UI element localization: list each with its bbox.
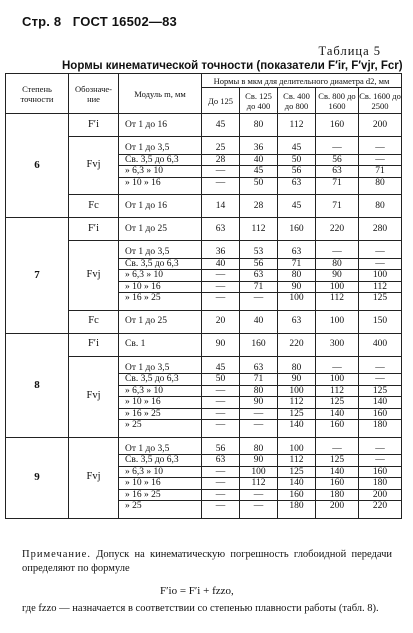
value-cell: 90: [278, 281, 316, 293]
value-cell: 112: [240, 478, 278, 490]
module-cell: От 1 до 25: [119, 218, 202, 241]
value-cell: —: [202, 420, 240, 438]
col-d3: Св. 400 до 800: [278, 88, 316, 114]
value-cell: —: [316, 241, 359, 259]
value-cell: 125: [359, 293, 402, 311]
module-cell: » 25: [119, 501, 202, 519]
value-cell: 100: [316, 281, 359, 293]
module-cell: » 6,3 » 10: [119, 166, 202, 178]
module-cell: От 1 до 16: [119, 195, 202, 218]
value-cell: —: [359, 374, 402, 386]
value-cell: 112: [240, 218, 278, 241]
value-cell: 45: [278, 195, 316, 218]
module-cell: Св. 1: [119, 333, 202, 356]
value-cell: —: [202, 501, 240, 519]
value-cell: 71: [278, 258, 316, 270]
value-cell: —: [359, 356, 402, 374]
degree-cell: 7: [6, 218, 69, 334]
value-cell: 300: [316, 333, 359, 356]
value-cell: 56: [278, 166, 316, 178]
value-cell: 125: [316, 397, 359, 409]
note-text: Допуск на кинематическую погрешность глобоидной передачи определяют по формуле: [22, 549, 392, 574]
value-cell: 63: [278, 241, 316, 259]
value-cell: 100: [316, 310, 359, 333]
value-cell: 50: [202, 374, 240, 386]
value-cell: 180: [359, 478, 402, 490]
degree-cell: 8: [6, 333, 69, 437]
value-cell: —: [316, 437, 359, 455]
value-cell: 80: [240, 385, 278, 397]
value-cell: 160: [278, 489, 316, 501]
value-cell: 180: [359, 420, 402, 438]
value-cell: 140: [359, 397, 402, 409]
value-cell: 63: [278, 310, 316, 333]
value-cell: 63: [202, 455, 240, 467]
value-cell: —: [202, 397, 240, 409]
table-row: [6, 114, 402, 137]
value-cell: 280: [359, 218, 402, 241]
module-cell: » 25: [119, 420, 202, 438]
value-cell: 50: [240, 177, 278, 195]
value-cell: 160: [240, 333, 278, 356]
col-d2: Св. 125 до 400: [240, 88, 278, 114]
table-row: [6, 437, 402, 455]
value-cell: 90: [240, 455, 278, 467]
value-cell: 90: [278, 374, 316, 386]
value-cell: 112: [278, 455, 316, 467]
value-cell: 160: [359, 408, 402, 420]
value-cell: 200: [359, 489, 402, 501]
value-cell: 200: [316, 501, 359, 519]
value-cell: 140: [278, 420, 316, 438]
value-cell: 14: [202, 195, 240, 218]
module-cell: » 6,3 » 10: [119, 385, 202, 397]
page-header: [22, 14, 177, 29]
module-cell: Св. 3,5 до 6,3: [119, 154, 202, 166]
value-cell: —: [240, 420, 278, 438]
symbol-cell: Fvj: [69, 241, 119, 311]
value-cell: 220: [359, 501, 402, 519]
value-cell: 160: [359, 466, 402, 478]
note-formula: F′io = F′i + fzzo,: [160, 585, 234, 597]
value-cell: 90: [202, 333, 240, 356]
value-cell: 63: [240, 356, 278, 374]
symbol-cell: F′i: [69, 333, 119, 356]
value-cell: —: [202, 466, 240, 478]
value-cell: —: [202, 408, 240, 420]
value-cell: 45: [202, 356, 240, 374]
module-cell: » 10 » 16: [119, 281, 202, 293]
value-cell: 100: [278, 385, 316, 397]
value-cell: 100: [316, 374, 359, 386]
value-cell: 56: [316, 154, 359, 166]
degree-cell: 9: [6, 437, 69, 518]
symbol-cell: Fc: [69, 310, 119, 333]
module-cell: Св. 3,5 до 6,3: [119, 455, 202, 467]
module-cell: » 10 » 16: [119, 478, 202, 490]
page-number: Стр. 8: [22, 14, 62, 29]
value-cell: 125: [278, 466, 316, 478]
value-cell: —: [202, 385, 240, 397]
value-cell: 71: [240, 374, 278, 386]
value-cell: 180: [316, 489, 359, 501]
col-symbol: Обозначе- ние: [69, 74, 119, 114]
value-cell: 45: [278, 137, 316, 155]
value-cell: 90: [240, 397, 278, 409]
value-cell: 40: [202, 258, 240, 270]
module-cell: » 10 » 16: [119, 177, 202, 195]
value-cell: 63: [316, 166, 359, 178]
value-cell: 100: [278, 293, 316, 311]
value-cell: 112: [278, 114, 316, 137]
module-cell: От 1 до 3,5: [119, 241, 202, 259]
value-cell: 90: [316, 270, 359, 282]
value-cell: 112: [278, 397, 316, 409]
symbol-cell: Fc: [69, 195, 119, 218]
table-row: [6, 218, 402, 241]
value-cell: 80: [316, 258, 359, 270]
value-cell: 160: [278, 218, 316, 241]
value-cell: 63: [240, 270, 278, 282]
value-cell: 80: [359, 195, 402, 218]
value-cell: 125: [359, 385, 402, 397]
col-group: Нормы в мкм для делительного диаметра d2, мм: [202, 74, 402, 88]
symbol-cell: F′i: [69, 114, 119, 137]
value-cell: 80: [278, 356, 316, 374]
value-cell: —: [359, 455, 402, 467]
value-cell: 71: [359, 166, 402, 178]
value-cell: —: [359, 154, 402, 166]
value-cell: 56: [202, 437, 240, 455]
value-cell: 50: [278, 154, 316, 166]
module-cell: » 16 » 25: [119, 408, 202, 420]
col-degree: Степень точности: [6, 74, 69, 114]
value-cell: 53: [240, 241, 278, 259]
value-cell: 36: [240, 137, 278, 155]
module-cell: Св. 3,5 до 6,3: [119, 258, 202, 270]
value-cell: 125: [278, 408, 316, 420]
col-module: Модуль m, мм: [119, 74, 202, 114]
value-cell: 160: [316, 114, 359, 137]
module-cell: Св. 3,5 до 6,3: [119, 374, 202, 386]
value-cell: 112: [316, 293, 359, 311]
value-cell: —: [202, 270, 240, 282]
value-cell: —: [359, 137, 402, 155]
table-row: [6, 333, 402, 356]
value-cell: —: [240, 501, 278, 519]
value-cell: 400: [359, 333, 402, 356]
value-cell: —: [240, 408, 278, 420]
col-d4: Св. 800 до 1600: [316, 88, 359, 114]
value-cell: 125: [316, 455, 359, 467]
value-cell: —: [202, 489, 240, 501]
value-cell: —: [202, 293, 240, 311]
value-cell: 45: [240, 166, 278, 178]
module-cell: » 16 » 25: [119, 293, 202, 311]
value-cell: 150: [359, 310, 402, 333]
value-cell: 200: [359, 114, 402, 137]
value-cell: 63: [278, 177, 316, 195]
value-cell: 80: [240, 114, 278, 137]
value-cell: 28: [202, 154, 240, 166]
module-cell: » 6,3 » 10: [119, 466, 202, 478]
value-cell: 28: [240, 195, 278, 218]
kinematic-accuracy-table: [5, 73, 402, 519]
value-cell: 160: [316, 478, 359, 490]
col-d1: До 125: [202, 88, 240, 114]
value-cell: —: [359, 258, 402, 270]
value-cell: 56: [240, 258, 278, 270]
value-cell: 160: [316, 420, 359, 438]
value-cell: —: [240, 489, 278, 501]
symbol-cell: F′i: [69, 218, 119, 241]
value-cell: 112: [316, 385, 359, 397]
module-cell: От 1 до 3,5: [119, 437, 202, 455]
table-title: Нормы кинематической точности (показатели F′ir, F′vjr, Fcr): [62, 60, 403, 72]
value-cell: 100: [359, 270, 402, 282]
value-cell: 63: [202, 218, 240, 241]
module-cell: » 10 » 16: [119, 397, 202, 409]
value-cell: 140: [316, 408, 359, 420]
note-where: где fzzo — назначается в соответствии со степенью плавности работы (табл. 8).: [22, 603, 379, 614]
value-cell: 36: [202, 241, 240, 259]
value-cell: 71: [316, 177, 359, 195]
module-cell: От 1 до 16: [119, 114, 202, 137]
table-body: [6, 114, 402, 519]
value-cell: 140: [316, 466, 359, 478]
value-cell: 80: [278, 270, 316, 282]
module-cell: От 1 до 3,5: [119, 137, 202, 155]
value-cell: 71: [240, 281, 278, 293]
degree-cell: 6: [6, 114, 69, 218]
table-label: Таблица 5: [318, 44, 381, 58]
note: [22, 548, 392, 576]
symbol-cell: Fvj: [69, 137, 119, 195]
value-cell: —: [240, 293, 278, 311]
value-cell: 100: [278, 437, 316, 455]
value-cell: 80: [240, 437, 278, 455]
module-cell: От 1 до 25: [119, 310, 202, 333]
value-cell: —: [202, 177, 240, 195]
value-cell: 100: [240, 466, 278, 478]
module-cell: » 6,3 » 10: [119, 270, 202, 282]
value-cell: —: [316, 356, 359, 374]
value-cell: 220: [316, 218, 359, 241]
value-cell: 40: [240, 310, 278, 333]
value-cell: —: [359, 437, 402, 455]
value-cell: 180: [278, 501, 316, 519]
value-cell: 40: [240, 154, 278, 166]
value-cell: —: [316, 137, 359, 155]
symbol-cell: Fvj: [69, 356, 119, 437]
value-cell: 20: [202, 310, 240, 333]
value-cell: 45: [202, 114, 240, 137]
value-cell: —: [202, 166, 240, 178]
value-cell: 140: [278, 478, 316, 490]
value-cell: —: [359, 241, 402, 259]
note-label: Примечание.: [22, 549, 91, 560]
value-cell: 80: [359, 177, 402, 195]
value-cell: —: [202, 281, 240, 293]
symbol-cell: Fvj: [69, 437, 119, 518]
value-cell: 71: [316, 195, 359, 218]
standard-code: ГОСТ 16502—83: [72, 14, 177, 29]
module-cell: От 1 до 3,5: [119, 356, 202, 374]
value-cell: 112: [359, 281, 402, 293]
value-cell: 25: [202, 137, 240, 155]
module-cell: » 16 » 25: [119, 489, 202, 501]
value-cell: 220: [278, 333, 316, 356]
value-cell: —: [202, 478, 240, 490]
col-d5: Св. 1600 до 2500: [359, 88, 402, 114]
